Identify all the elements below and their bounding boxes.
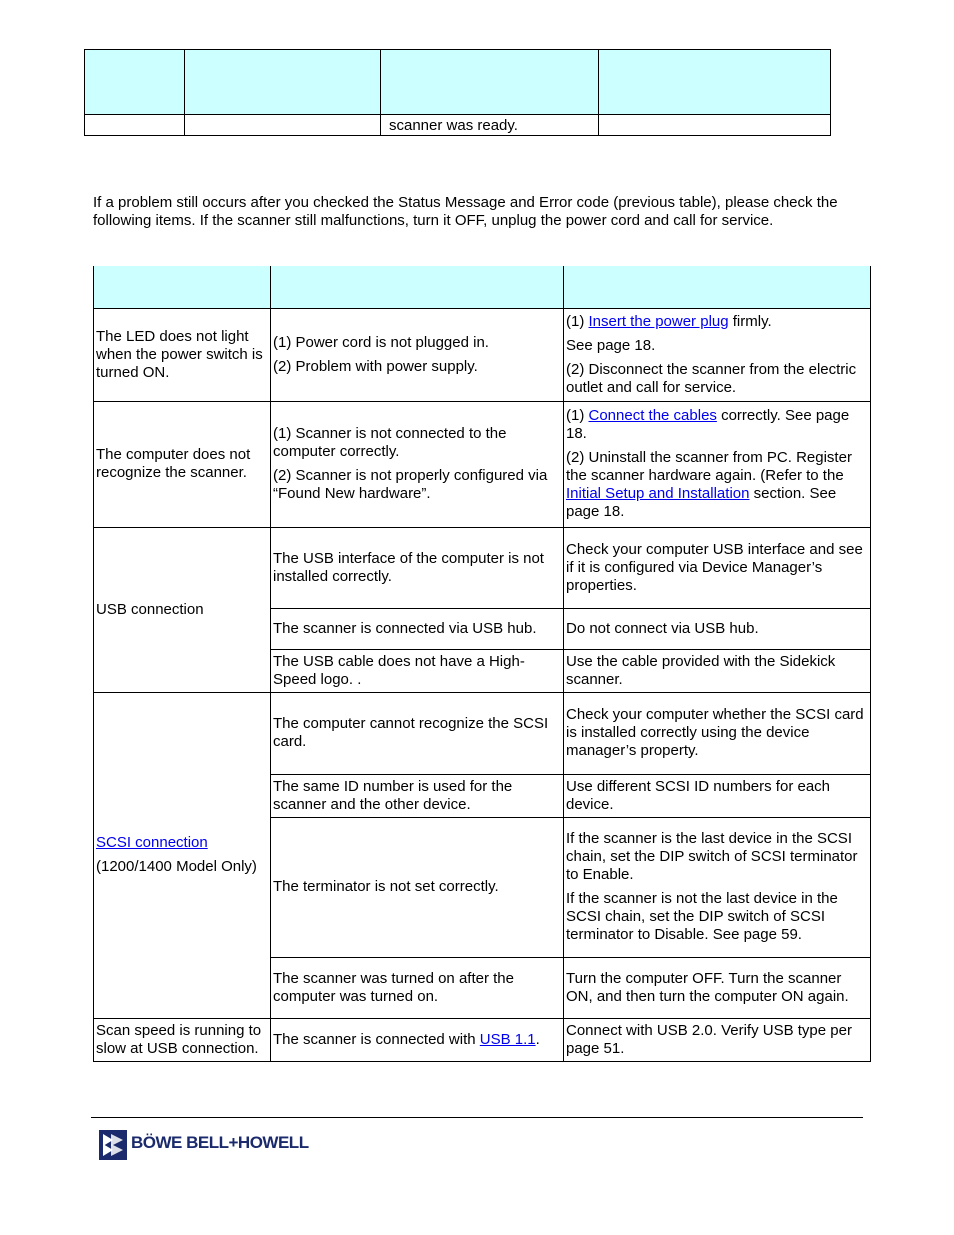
cause-cell xyxy=(271,308,564,401)
solution-cell: Connect with USB 2.0. Verify USB type per page 51. xyxy=(564,1018,871,1061)
symptom-cell xyxy=(94,692,271,1018)
solution-cell: Check your computer whether the SCSI card is installed correctly using the device manager’s property. xyxy=(564,692,871,774)
cause-text: (2) Problem with power supply. xyxy=(273,357,478,375)
solution-cell: Use different SCSI ID numbers for each device. xyxy=(564,774,871,817)
intro-paragraph: If a problem still occurs after you checked the Status Message and Error code (previous table), please check the following items. If the scanner still malfunctions, turn it OFF, unplug the power cord and call for service. xyxy=(93,194,838,229)
cause-cell: The same ID number is used for the scanner and the other device. xyxy=(271,774,564,817)
symptom-cell: USB connection xyxy=(94,527,271,692)
solution-text: See page 18. xyxy=(566,336,656,354)
header-cell-cause xyxy=(271,266,564,308)
cause-cell: The scanner is connected with USB 1.1. xyxy=(271,1018,564,1061)
continued-cell xyxy=(599,115,831,136)
table-header-row xyxy=(94,266,871,308)
continued-table-row xyxy=(85,115,831,136)
continued-header-cell xyxy=(185,50,381,115)
symptom-cell: The computer does not recognize the scanner. xyxy=(94,401,271,527)
table-row-scsi xyxy=(94,692,871,774)
symptom-cell: Scan speed is running to slow at USB connection. xyxy=(94,1018,271,1061)
table-row-speed xyxy=(94,1018,871,1061)
company-logo xyxy=(99,1130,309,1160)
logo-wordmark: BÖWE BELL+HOWELL xyxy=(131,1133,309,1152)
troubleshooting-table xyxy=(93,266,871,1062)
table-row-recognize xyxy=(94,401,871,527)
solution-cell xyxy=(564,817,871,957)
cause-text: (1) Scanner is not connected to the computer correctly. xyxy=(273,425,507,460)
solution-cell: Do not connect via USB hub. xyxy=(564,608,871,649)
cause-cell: The USB interface of the computer is not installed correctly. xyxy=(271,527,564,608)
continued-table xyxy=(84,49,831,136)
solution-cell: Turn the computer OFF. Turn the scanner ON, and then turn the computer ON again. xyxy=(564,957,871,1018)
header-cell-symptom xyxy=(94,266,271,308)
footer-divider xyxy=(91,1117,863,1118)
solution-cell xyxy=(564,308,871,401)
table-row-led xyxy=(94,308,871,401)
continued-cell xyxy=(185,115,381,136)
solution-cell xyxy=(564,401,871,527)
solution-text: (1) Insert the power plug firmly. xyxy=(566,312,772,330)
cause-cell: The scanner was turned on after the computer was turned on. xyxy=(271,957,564,1018)
continued-header-cell xyxy=(381,50,599,115)
symptom-cell: The LED does not light when the power switch is turned ON. xyxy=(94,308,271,401)
table-row-usb xyxy=(94,527,871,608)
solution-text: If the scanner is not the last device in the SCSI chain, set the DIP switch of SCSI terminator to Disable. See page 59. xyxy=(566,890,838,943)
solution-text: (2) Uninstall the scanner from PC. Register the scanner hardware again. (Refer to the Initial Setup and Installation section. See page 18. xyxy=(566,449,852,520)
cause-cell: The terminator is not set correctly. xyxy=(271,817,564,957)
symptom-note: (1200/1400 Model Only) xyxy=(96,858,257,875)
usb-1-1-link[interactable]: USB 1.1 xyxy=(479,1030,536,1048)
cause-cell: The scanner is connected via USB hub. xyxy=(271,608,564,649)
solution-text: (2) Disconnect the scanner from the electric outlet and call for service. xyxy=(566,360,857,396)
solution-text: If the scanner is the last device in the SCSI chain, set the DIP switch of SCSI terminator to Enable. xyxy=(566,830,858,883)
continued-cell-text: scanner was ready. xyxy=(381,115,599,136)
solution-cell: Check your computer USB interface and see if it is configured via Device Manager’s properties. xyxy=(564,527,871,608)
cause-cell: The computer cannot recognize the SCSI card. xyxy=(271,692,564,774)
initial-setup-link[interactable]: Initial Setup and Installation xyxy=(566,485,750,502)
continued-cell xyxy=(85,115,185,136)
cause-text: (1) Power cord is not plugged in. xyxy=(273,333,489,351)
connect-the-cables-link[interactable]: Connect the cables xyxy=(588,407,717,424)
scsi-connection-link[interactable]: SCSI connection xyxy=(96,834,208,851)
header-cell-solution xyxy=(564,266,871,308)
bbh-chevron-logo-icon xyxy=(99,1130,127,1160)
solution-cell: Use the cable provided with the Sidekick scanner. xyxy=(564,649,871,692)
continued-table-header-row xyxy=(85,50,831,115)
continued-header-cell xyxy=(599,50,831,115)
insert-power-plug-link[interactable]: Insert the power plug xyxy=(588,312,729,330)
cause-cell xyxy=(271,401,564,527)
solution-text: (1) Connect the cables correctly. See page 18. xyxy=(566,407,850,442)
cause-cell: The USB cable does not have a High-Speed logo. . xyxy=(271,649,564,692)
continued-header-cell xyxy=(85,50,185,115)
cause-text: (2) Scanner is not properly configured via “Found New hardware”. xyxy=(273,467,548,502)
